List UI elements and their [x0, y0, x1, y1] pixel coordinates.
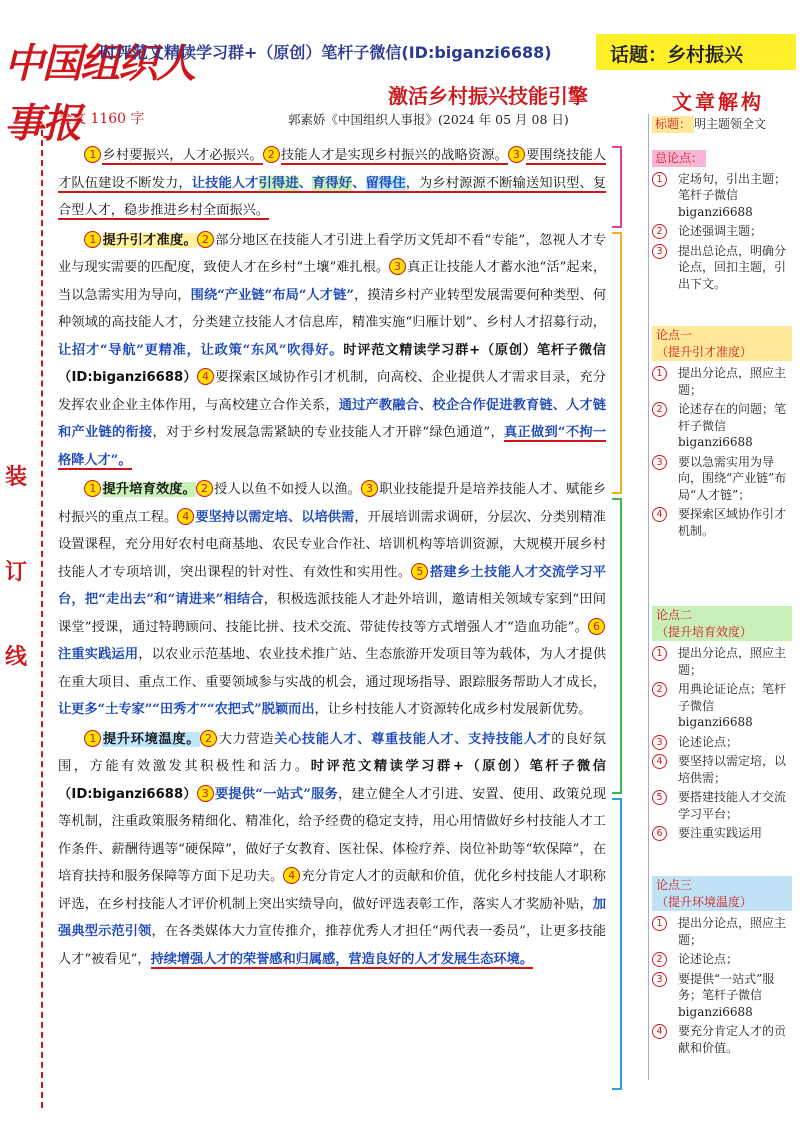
paragraph-point-1: 1 提升引才准度。 2 部分地区在技能人才引进上看学历文凭却不看“专能”，忽视人才专业与现实需要的匹配度，致使人才在乡村“土壤”难扎根。 3 真正让技能人才蓄水池“活”起来，当以急需实用为导向，围绕“产业链”布局“人才链”，摸清乡村产业转型发展需要何种类型、何种领域的高技能人才，分类建立技能人才信息库，精准实施“归雁计划”、乡村人才招募行动，让招才“导航”更精准，让政策“东风”吹得好。时评范文精读学习群+（原创）笔杆子微信（ID:biganzi6688） 4 要探索区域协作引才机制，向高校、企业提供人才需求目录，充分发挥农业企业主体作用，与高校建立合作关系，通过产教融合、校企合作促进教育链、人才链和产业链的衔接，对于乡村发展急需紧缺的专业技能人才开辟“绿色通道”，真正做到“不拘一格降人才”。 [58, 232, 607, 468]
binding-char-2: 订 [5, 559, 28, 585]
section-head: 论点二 （提升培育效度） [652, 606, 792, 641]
section-summary-point-1 [652, 326, 792, 542]
tag-label: 标题： [652, 116, 694, 133]
number-marker: 1 [84, 730, 101, 747]
structure-title: 文章解构 [672, 90, 764, 114]
section-head: 论点三 （提升环境温度） [652, 876, 792, 911]
number-marker: 4 [283, 867, 300, 884]
section-head: 总论点： [652, 150, 706, 167]
number-marker: 2 [196, 480, 213, 497]
section-summary-intro [652, 150, 792, 295]
group-ad: 时评范文精读学习群+（原创）笔杆子微信（ID:biganzi6688） [58, 759, 606, 802]
number-marker: 3 [361, 480, 378, 497]
article-title: 激活乡村振兴技能引擎 [388, 84, 588, 108]
analysis-item: 3 论述论点； [652, 734, 792, 751]
newspaper-logo: 中国组织人事报 [4, 41, 194, 147]
analysis-item: 3 要以急需实用为导向，围绕“产业链”布局“人才链”； [652, 454, 792, 504]
number-marker: 2 [197, 231, 214, 248]
number-marker: 1 [84, 231, 101, 248]
number-marker: 1 [84, 146, 101, 163]
bracket-point-2 [612, 498, 622, 794]
title-note: 标题： 明主题领全文 [652, 116, 792, 133]
group-line: 时评范文精读学习群+（原创）笔杆子微信(ID:biganzi6688) [100, 43, 552, 62]
analysis-item: 2 论述强调主题； [652, 223, 792, 240]
byline: 郭素娇《中国组织人事报》(2024 年 05 月 08 日) [288, 112, 569, 127]
number-marker: 6 [588, 618, 605, 635]
number-marker: 3 [197, 785, 214, 802]
number-marker: 1 [84, 480, 101, 497]
analysis-item: 6 要注重实践运用 [652, 825, 792, 842]
analysis-item: 1 定场句，引出主题；笔杆子微信 biganzi6688 [652, 171, 792, 221]
number-marker: 2 [263, 146, 280, 163]
topic-label: 话题：乡村振兴 [610, 44, 744, 66]
binding-dashed-line [41, 130, 43, 1108]
analysis-item: 5 要搭建技能人才交流学习平台； [652, 789, 792, 822]
panel-divider [648, 114, 649, 1080]
analysis-item: 2 用典论证论点；笔杆子微信 biganzi6688 [652, 681, 792, 731]
number-marker: 4 [177, 508, 194, 525]
bracket-intro [612, 146, 622, 228]
analysis-item: 2 论述论点； [652, 951, 792, 968]
binding-char-3: 线 [5, 644, 28, 670]
section-head: 论点一 （提升引才准度） [652, 326, 792, 361]
article-body [58, 142, 606, 973]
number-marker: 3 [508, 146, 525, 163]
number-marker: 3 [389, 258, 406, 275]
analysis-item: 4 要充分肯定人才的贡献和价值。 [652, 1023, 792, 1056]
section-summary-point-2 [652, 606, 792, 845]
section-summary-point-3 [652, 876, 792, 1059]
group-ad: 时评范文精读学习群+（原创）笔杆子微信（ID:biganzi6688） [58, 342, 606, 385]
analysis-item: 3 提出总论点，明确分论点，回扣主题，引出下文。 [652, 243, 792, 293]
point-heading: 提升培育效度。 [102, 482, 197, 497]
analysis-item: 1 提出分论点，照应主题； [652, 645, 792, 678]
analysis-item: 4 要探索区域协作引才机制。 [652, 506, 792, 539]
analysis-item: 2 论述存在的问题；笔杆子微信 biganzi6688 [652, 401, 792, 451]
paragraph-point-2: 1 提升培育效度。 2 授人以鱼不如授人以渔。 3 职业技能提升是培养技能人才、赋能乡村振兴的重点工程。 4 要坚持以需定培、以培供需，开展培训需求调研，分层次、分类别精准设置课程，充分用好农村电商基地、农民专业合作社、培训机构等培训资源，大规模开展乡村技能人才专项培训，突出课程的针对性、有效性和实用性。 5 搭建乡土技能人才交流学习平台，把“走出去”和“请进来”相结合，积极选派技能人才赴外培训，邀请相关领域专家到“田间课堂”授课，通过特聘顾问、技能比拼、技术交流、带徒传技等方式增强人才“造血功能”。 6注重实践运用，以农业示范基地、农业技术推广站、生态旅游开发项目等为载体，为人才提供在重大项目、重点工作、重要领域参与实战的机会，通过现场指导、跟踪服务帮助人才成长，让更多“土专家”“田秀才”“农把式”脱颖而出，让乡村技能人才资源转化成乡村发展新优势。 [58, 482, 607, 717]
number-marker: 2 [200, 730, 217, 747]
analysis-item: 1 提出分论点，照应主题； [652, 365, 792, 398]
number-marker: 5 [411, 563, 428, 580]
point-heading: 提升环境温度。 [102, 731, 201, 747]
word-count: 全文 1160 字 [58, 111, 145, 127]
point-heading: 提升引才准度。 [102, 232, 197, 248]
analysis-item: 3 要提供“一站式”服务；笔杆子微信 biganzi6688 [652, 971, 792, 1021]
paragraph-point-3: 1 提升环境温度。 2 大力营造关心技能人才、尊重技能人才、支持技能人才的良好氛围，方能有效激发其积极性和活力。时评范文精读学习群+（原创）笔杆子微信（ID:biganzi6688） 3 要提供“一站式”服务，建立健全人才引进、安置、使用、政策兑现等机制，注重政策服务精细化、精准化，给予经费的稳定支持，用心用情做好乡村技能人才工作条件、薪酬待遇等“硬保障”，做好子女教育、医社保、体检疗养、岗位补助等“软保障”，在培育扶持和服务保障等方面下足功夫。 4 充分肯定人才的贡献和价值，优化乡村技能人才职称评选，在乡村技能人才评价机制上突出实绩导向，做好评选表彰工作，落实人才奖励补贴，加强典型示范引领，在各类媒体大力宣传推介，推荐优秀人才担任“两代表一委员”，让更多技能人才“被看见”，持续增强人才的荣誉感和归属感，营造良好的人才发展生态环境。 [58, 731, 607, 967]
bracket-point-1 [612, 232, 622, 494]
bracket-point-3 [612, 798, 622, 1090]
paragraph-intro: 1 乡村要振兴，人才必振兴。 2 技能人才是实现乡村振兴的战略资源。 3 要围绕技能人才队伍建设不断发力，让技能人才引得进、育得好、留得住，为乡村源源不断输送知识型、复合型人才，稳步推进乡村全面振兴。 [58, 148, 607, 218]
analysis-item: 1 提出分论点，照应主题； [652, 915, 792, 948]
analysis-item: 4 要坚持以需定培，以培供需； [652, 753, 792, 786]
number-marker: 4 [197, 368, 214, 385]
binding-char-1: 装 [5, 464, 28, 490]
